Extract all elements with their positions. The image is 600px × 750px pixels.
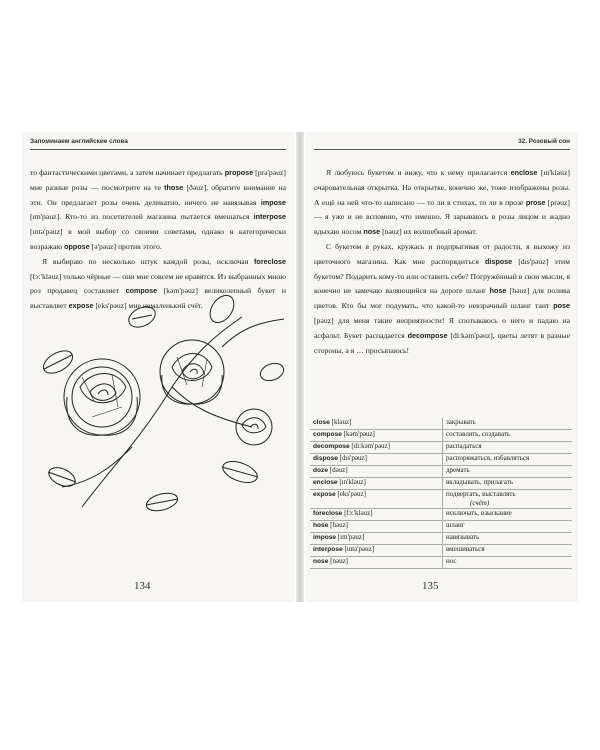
text-run: С букетом в руках, кружась и подпрыгивая от радости, я выхожу из цветочного магазина. Как мне распорядиться (314, 241, 570, 266)
vocab-meaning-cell (443, 418, 573, 430)
vocab-meaning: дремать (446, 466, 470, 474)
vocabulary-table (310, 418, 572, 569)
text-run: [ıntə'pəuz] в мой выбор со своими советами, однако я категорически возражаю (30, 227, 286, 251)
text-run: [nəuz] их волшебный аромат. (380, 227, 477, 237)
keyword: enclose (510, 168, 538, 177)
vocab-word: expose (313, 491, 336, 498)
vocab-meaning: закрывать (446, 418, 476, 426)
vocab-meaning-cell (443, 466, 573, 478)
vocab-word-cell (310, 418, 443, 430)
text-run: то фантастическими цветами, а затем начинает предлагать (30, 168, 225, 177)
vocab-transcription: [dəuz] (328, 466, 348, 474)
keyword: impose (260, 197, 286, 207)
vocab-meaning: нос (446, 557, 457, 565)
vocab-row (310, 533, 572, 545)
vocab-row (310, 466, 572, 478)
vocab-word-cell (310, 521, 443, 533)
vocab-meaning-cell (443, 533, 573, 545)
book-gutter (296, 132, 304, 602)
vocab-row (310, 454, 572, 466)
keyword: foreclose (254, 256, 286, 266)
vocab-row (310, 442, 572, 454)
keyword: hose (489, 286, 507, 296)
keyword: prose (525, 197, 546, 207)
vocab-word: dispose (313, 455, 338, 462)
vocab-meaning: вмешиваться (446, 545, 485, 553)
vocab-row (310, 490, 572, 509)
vocab-word-cell (310, 545, 443, 557)
keyword: those (164, 182, 184, 192)
text-run: [ım'pəuz]. Кто-то из посетителей магазина пытается вмешаться (30, 212, 254, 222)
text-run: [ə'pəuz] против этого. (89, 241, 162, 251)
keyword: compose (125, 286, 158, 296)
vocab-meaning: исключать, взыскание (446, 509, 512, 517)
keyword: interpose (253, 212, 286, 222)
vocab-transcription: [ın'kləuz] (337, 478, 366, 486)
text-run: [eks'pəuz] мне немаленький счёт. (93, 301, 203, 311)
vocab-note: (счёт) (470, 499, 490, 507)
vocab-meaning: вкладывать, прилагать (446, 478, 514, 486)
vocab-row (310, 521, 572, 533)
running-head-left: Запоминаем английские слова (30, 138, 128, 145)
vocab-word: nose (313, 558, 329, 565)
vocab-meaning: распадаться (446, 442, 482, 450)
vocab-word-cell (310, 442, 443, 454)
vocab-meaning: навязывать (446, 533, 480, 541)
vocab-transcription: [eks'pəuz] (335, 490, 366, 498)
vocab-meaning: составлять, создавать (446, 430, 511, 438)
keyword: propose (224, 168, 254, 177)
text-run: [həuz] для полива цветов. Кто бы мог подумать, что какой-то невзрачный шланг таит (314, 286, 570, 311)
vocab-meaning: шланг (446, 521, 465, 529)
vocab-row (310, 545, 572, 557)
paragraph (30, 166, 286, 255)
vocab-word: enclose (313, 479, 338, 486)
rose-illustration (22, 277, 294, 537)
keyword: nose (363, 227, 381, 237)
vocab-word-cell (310, 533, 443, 545)
vocab-meaning-cell (443, 557, 573, 569)
vocab-word-cell (310, 454, 443, 466)
vocab-row (310, 418, 572, 430)
running-head-right: 32. Розовый сон (518, 138, 570, 145)
vocab-transcription: [nəuz] (328, 557, 349, 565)
vocab-word-cell (310, 557, 443, 569)
vocab-meaning-cell (443, 521, 573, 533)
text-run: [ðəuz], обратите внимание на эти. Он предлагает розы очень деликатно, ничего не навязывая (30, 182, 286, 207)
keyword: dispose (484, 256, 513, 266)
vocab-row (310, 509, 572, 521)
vocab-word: foreclose (313, 510, 343, 517)
vocab-transcription: [fɔ:'kləuz] (342, 509, 373, 517)
vocab-transcription: [dıs'pəuz] (337, 454, 367, 462)
text-run: [dıs'pəuz] этим букетом? Подарить кому-то или оставить себе? Погружённый в свои мысли, я конечно не замечаю валяющийся на дороге шланг (314, 256, 570, 296)
text-run: [pəuz] для меня такие неприятности! Я спотыкаюсь о него и падаю на асфальт. Букет распадается (314, 315, 570, 340)
vocab-word-cell (310, 466, 443, 478)
text-run: Я любуюсь букетом и вижу, что к нему прилагается (326, 168, 511, 177)
vocab-meaning: подвергать, выставлять (446, 490, 516, 498)
vocab-meaning: распоряжаться, избавляться (446, 454, 530, 462)
vocab-transcription: [kəm'pəuz] (341, 430, 375, 438)
vocab-meaning-cell (443, 490, 573, 509)
keyword: decompose (407, 330, 448, 340)
vocab-word-cell (310, 430, 443, 442)
page-number-right: 135 (422, 580, 439, 592)
vocab-meaning-cell (443, 430, 573, 442)
vocab-transcription: [ıntə'pəuz] (342, 545, 375, 553)
vocab-meaning-cell (443, 478, 573, 490)
vocab-word-cell (310, 509, 443, 521)
text-run: Я выбираю по несколько штук каждой розы, исключая (42, 256, 255, 266)
vocab-word: hose (313, 522, 329, 529)
page-number-left: 134 (134, 580, 151, 592)
vocab-meaning-cell (443, 545, 573, 557)
text-run: [di:kəm'pəuz], цветы летят в разные стороны, а я … просыпаюсь! (314, 330, 570, 355)
right-page (306, 132, 578, 602)
paragraph (314, 166, 570, 240)
vocab-meaning-cell (443, 509, 573, 521)
vocab-transcription: [di:kəm'pəuz] (349, 442, 390, 450)
vocab-word: decompose (313, 443, 350, 450)
keyword: pose (553, 301, 570, 311)
header-rule (30, 149, 286, 150)
vocab-word-cell (310, 478, 443, 490)
text-run: [kəm'pəuz] великолепный букет и выставляет (30, 286, 286, 311)
text-run: [ın'kləuz] очаровательная открытка. На открытке, конечно же, тоже изображены розы. А ещё на ней что-то написано — то ли в стихах, то ли в прозе (314, 168, 570, 207)
vocab-word-cell (310, 490, 443, 509)
vocab-row (310, 478, 572, 490)
vocab-word: compose (313, 431, 342, 438)
vocab-row (310, 557, 572, 569)
paragraph (314, 240, 570, 358)
vocab-word: interpose (313, 546, 343, 553)
vocab-transcription: [həuz] (328, 521, 349, 529)
keyword: oppose (64, 241, 90, 251)
vocab-word: doze (313, 467, 329, 474)
left-page (22, 132, 294, 602)
text-run: [prə'pəuz] мне разные розы — посмотрите на те (30, 168, 286, 192)
keyword: expose (68, 301, 94, 311)
vocab-meaning-cell (443, 454, 573, 466)
vocab-transcription: [kləuz] (329, 418, 352, 426)
text-run: [prəuz] — я уже и не вспомню, что именно. Я зарываюсь в розы лицом и жадно вдыхаю носом (314, 197, 570, 237)
text-run: [fɔ:'kləuz] только чёрные — они мне совсем не нравятся. Из выбранных мною роз продавец составляет (30, 271, 286, 296)
vocab-word: close (313, 419, 330, 426)
vocab-row (310, 430, 572, 442)
header-rule (314, 149, 570, 150)
vocab-meaning-cell (443, 442, 573, 454)
vocab-word: impose (313, 534, 337, 541)
vocab-transcription: [ım'pəuz] (336, 533, 365, 541)
right-body-text (314, 166, 570, 358)
